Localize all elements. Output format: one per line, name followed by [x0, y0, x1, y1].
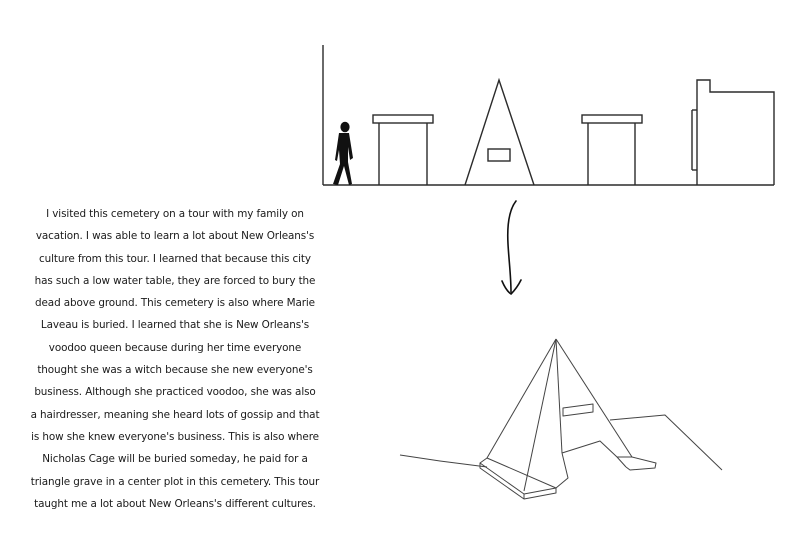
pyramid-plaque	[563, 404, 593, 416]
pyramid-body	[487, 339, 632, 491]
narrative-paragraph: I visited this cemetery on a tour with my family on vacation. I was able to learn a lot about New Orleans's culture from this tour. I learned that because this city has such a low water table, they are forced to bury the dead above ground. This cemetery is also where Marie Laveau is buried. I learned that she is New Orleans's voodoo queen because during her time everyone thought she was a witch because she new everyone's business. Although she practiced voodoo, she was also a hairdresser, meaning she heard lots of gossip and that is how she knew everyone's business. This is also where Nicholas Cage will be buried someday, he paid for a triangle grave in a center plot in this cemetery. This tour taught me a lot about New Orleans's different cultures.	[30, 208, 320, 510]
pyramid-opening	[556, 441, 656, 488]
pyramid-base-slab	[480, 458, 556, 499]
